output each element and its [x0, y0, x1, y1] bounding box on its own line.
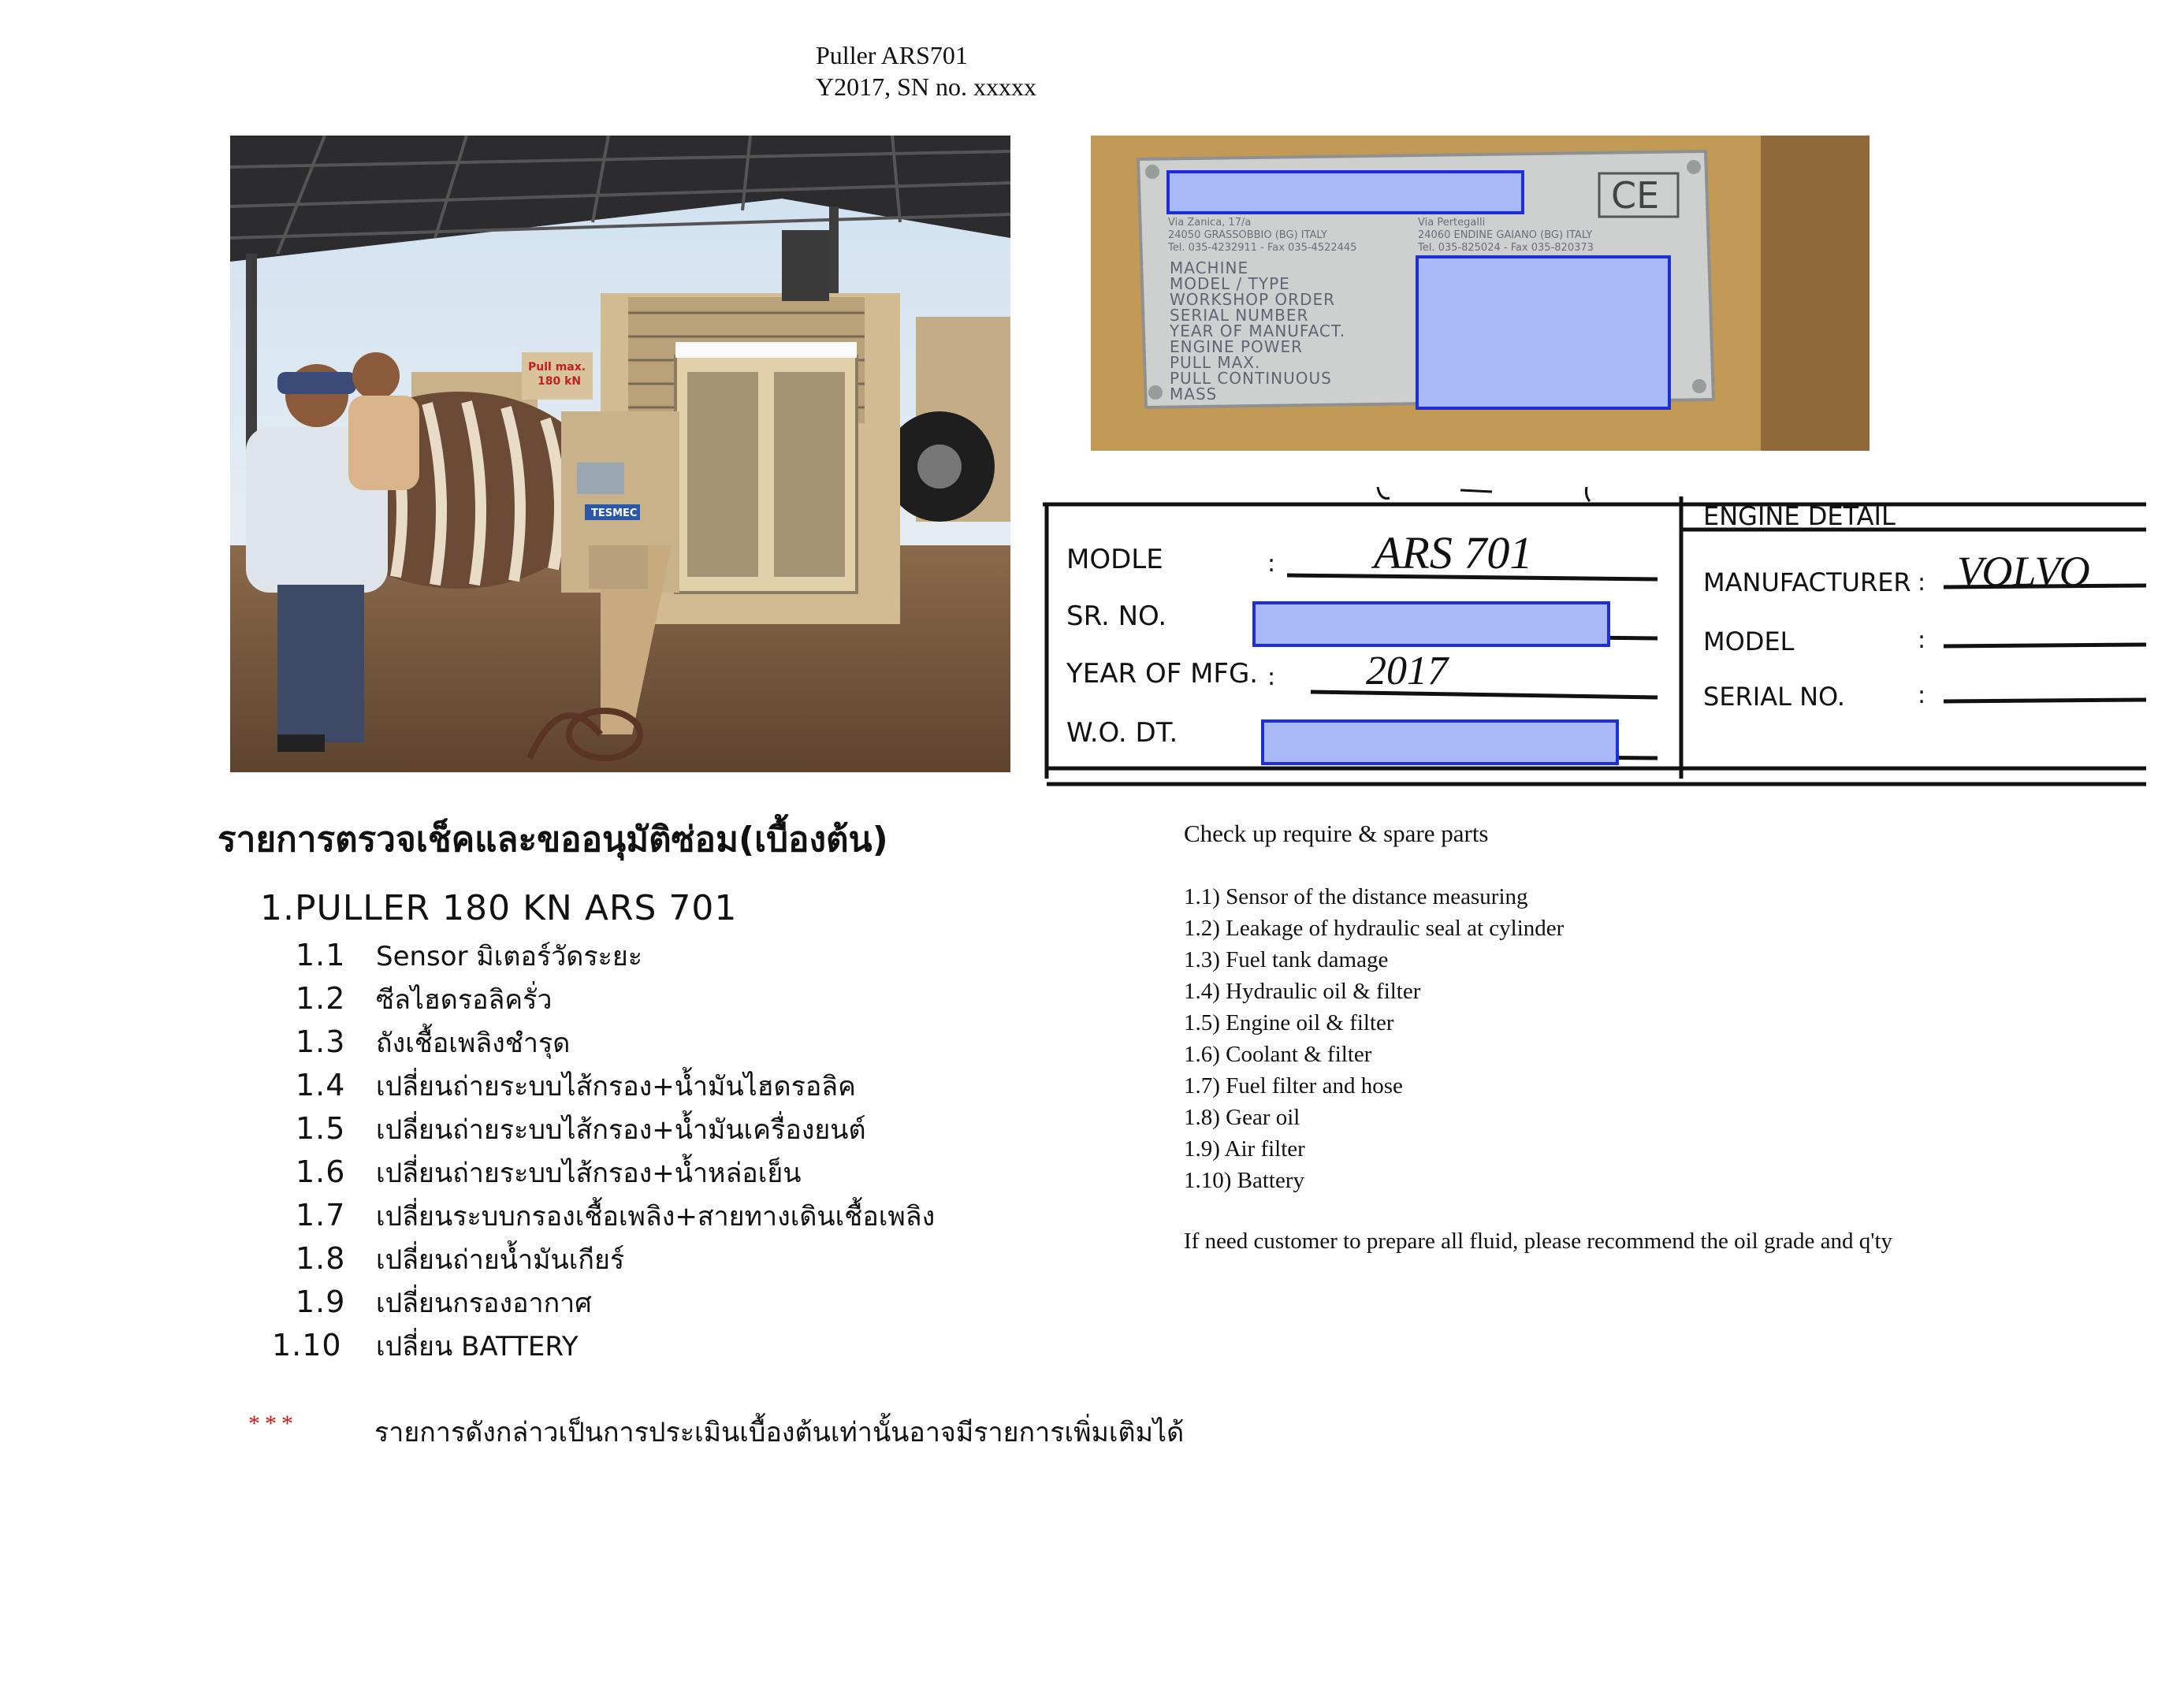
english-list-item: 1.3) Fuel tank damage	[1184, 947, 1389, 972]
thai-list-item: 1.9 เปลี่ยนกรองอากาศ	[296, 1284, 592, 1319]
svg-text:Tel. 035-825024 - Fax 035-8203: Tel. 035-825024 - Fax 035-820373	[1418, 242, 1594, 254]
form-colon: :	[1918, 569, 1926, 597]
svg-text:ENGINE POWER: ENGINE POWER	[1170, 337, 1304, 356]
svg-text:WORKSHOP ORDER: WORKSHOP ORDER	[1170, 290, 1335, 309]
form-colon: :	[1267, 664, 1276, 691]
redacted-wo-date	[1261, 719, 1619, 765]
svg-text:Via Pertegalli: Via Pertegalli	[1418, 217, 1486, 229]
form-label-engine-model: MODEL	[1703, 626, 1795, 656]
svg-text:PULL MAX.: PULL MAX.	[1170, 353, 1261, 372]
form-value-model: ARS 701	[1374, 527, 1533, 578]
thai-list-item: 1.8 เปลี่ยนถ่ายน้ำมันเกียร์	[296, 1241, 625, 1276]
form-label-manufacturer: MANUFACTURER	[1703, 567, 1911, 597]
svg-text:24060 ENDINE GAIANO (BG) ITALY: 24060 ENDINE GAIANO (BG) ITALY	[1418, 229, 1593, 241]
svg-text:YEAR OF MANUFACT.: YEAR OF MANUFACT.	[1170, 322, 1346, 340]
english-list-item: 1.9) Air filter	[1184, 1136, 1305, 1162]
svg-text:180 kN: 180 kN	[538, 375, 582, 388]
thai-list-item: 1.1 Sensor มิเตอร์วัดระยะ	[296, 938, 643, 972]
thai-list-item: 1.5 เปลี่ยนถ่ายระบบไส้กรอง+น้ำมันเครื่องยนต์	[296, 1111, 866, 1146]
form-value-manufacturer: VOLVO	[1957, 548, 2090, 595]
svg-text:MACHINE: MACHINE	[1170, 258, 1249, 277]
english-list-item: 1.7) Fuel filter and hose	[1184, 1073, 1403, 1099]
svg-text:PULL CONTINUOUS: PULL CONTINUOUS	[1170, 369, 1332, 388]
svg-text:Via Zanica, 17/a: Via Zanica, 17/a	[1168, 217, 1252, 229]
section-title: 1.PULLER 180 KN ARS 701	[260, 888, 738, 928]
form-value-year: 2017	[1366, 649, 1448, 693]
form-label-engine-serial: SERIAL NO.	[1703, 682, 1846, 712]
english-list-item: 1.1) Sensor of the distance measuring	[1184, 884, 1528, 909]
redacted-nameplate-values	[1416, 255, 1671, 410]
english-list-item: 1.4) Hydraulic oil & filter	[1184, 979, 1421, 1004]
thai-list-item: 1.10 เปลี่ยน BATTERY	[272, 1328, 579, 1363]
svg-text:MASS: MASS	[1170, 385, 1218, 403]
footnote-text: รายการดังกล่าวเป็นการประเมินเบื้องต้นเท่านั้นอาจมีรายการเพิ่มเติมได้	[374, 1417, 1185, 1448]
form-label-model: MODLE	[1066, 544, 1163, 575]
svg-text:SERIAL NUMBER: SERIAL NUMBER	[1170, 306, 1309, 325]
header-serial: Y2017, SN no. xxxxx	[816, 72, 1037, 101]
thai-list-item: 1.4 เปลี่ยนถ่ายระบบไส้กรอง+น้ำมันไฮดรอลิค	[296, 1068, 856, 1102]
svg-text:MODEL / TYPE: MODEL / TYPE	[1170, 274, 1290, 293]
document-header	[816, 39, 1036, 102]
ce-mark: CE	[1611, 174, 1660, 217]
form-colon: :	[1918, 626, 1926, 654]
thai-list-item: 1.2 ซีลไฮดรอลิครั่ว	[296, 981, 553, 1016]
form-colon: :	[1267, 550, 1276, 578]
svg-text:Tel. 035-4232911 - Fax 035-452: Tel. 035-4232911 - Fax 035-4522445	[1168, 242, 1357, 254]
machine-photo	[230, 136, 1010, 772]
english-list-item: 1.10) Battery	[1184, 1168, 1305, 1193]
form-label-wo-dt: W.O. DT.	[1066, 717, 1178, 749]
english-list-item: 1.5) Engine oil & filter	[1184, 1010, 1394, 1035]
fluid-note: If need customer to prepare all fluid, please recommend the oil grade and q'ty	[1184, 1229, 1893, 1254]
service-form-snippet	[1043, 481, 2146, 786]
pull-max-sign: Pull max.	[528, 361, 586, 374]
english-list-item: 1.6) Coolant & filter	[1184, 1042, 1372, 1067]
form-label-year: YEAR OF MFG.	[1066, 658, 1259, 690]
nameplate-photo	[1091, 136, 1870, 451]
redacted-serial-number	[1252, 601, 1610, 647]
header-title: Puller ARS701	[816, 41, 968, 69]
form-label-sr-no: SR. NO.	[1066, 600, 1167, 632]
tesmec-plate: TESMEC	[591, 507, 638, 519]
puller-machine-illustration	[230, 136, 1010, 772]
form-colon: :	[1918, 682, 1926, 709]
english-list-item: 1.2) Leakage of hydraulic seal at cylinder	[1184, 916, 1565, 941]
thai-list-item: 1.6 เปลี่ยนถ่ายระบบไส้กรอง+น้ำหล่อเย็น	[296, 1154, 802, 1189]
footnote-asterisks: ***	[248, 1411, 298, 1437]
redacted-company-name	[1166, 170, 1524, 214]
svg-text:24050 GRASSOBBIO (BG) ITALY: 24050 GRASSOBBIO (BG) ITALY	[1168, 229, 1327, 241]
thai-checklist-title: รายการตรวจเช็คและขออนุมัติซ่อม(เบื้องต้น)	[218, 820, 888, 860]
form-engine-detail-heading: ENGINE DETAIL	[1703, 501, 1896, 531]
thai-list-item: 1.3 ถังเชื้อเพลิงชำรุด	[296, 1024, 571, 1059]
english-checklist-title: Check up require & spare parts	[1184, 820, 1489, 847]
english-list-item: 1.8) Gear oil	[1184, 1105, 1300, 1130]
thai-list-item: 1.7 เปลี่ยนระบบกรองเชื้อเพลิง+สายทางเดินเชื้อเพลิง	[296, 1198, 936, 1232]
